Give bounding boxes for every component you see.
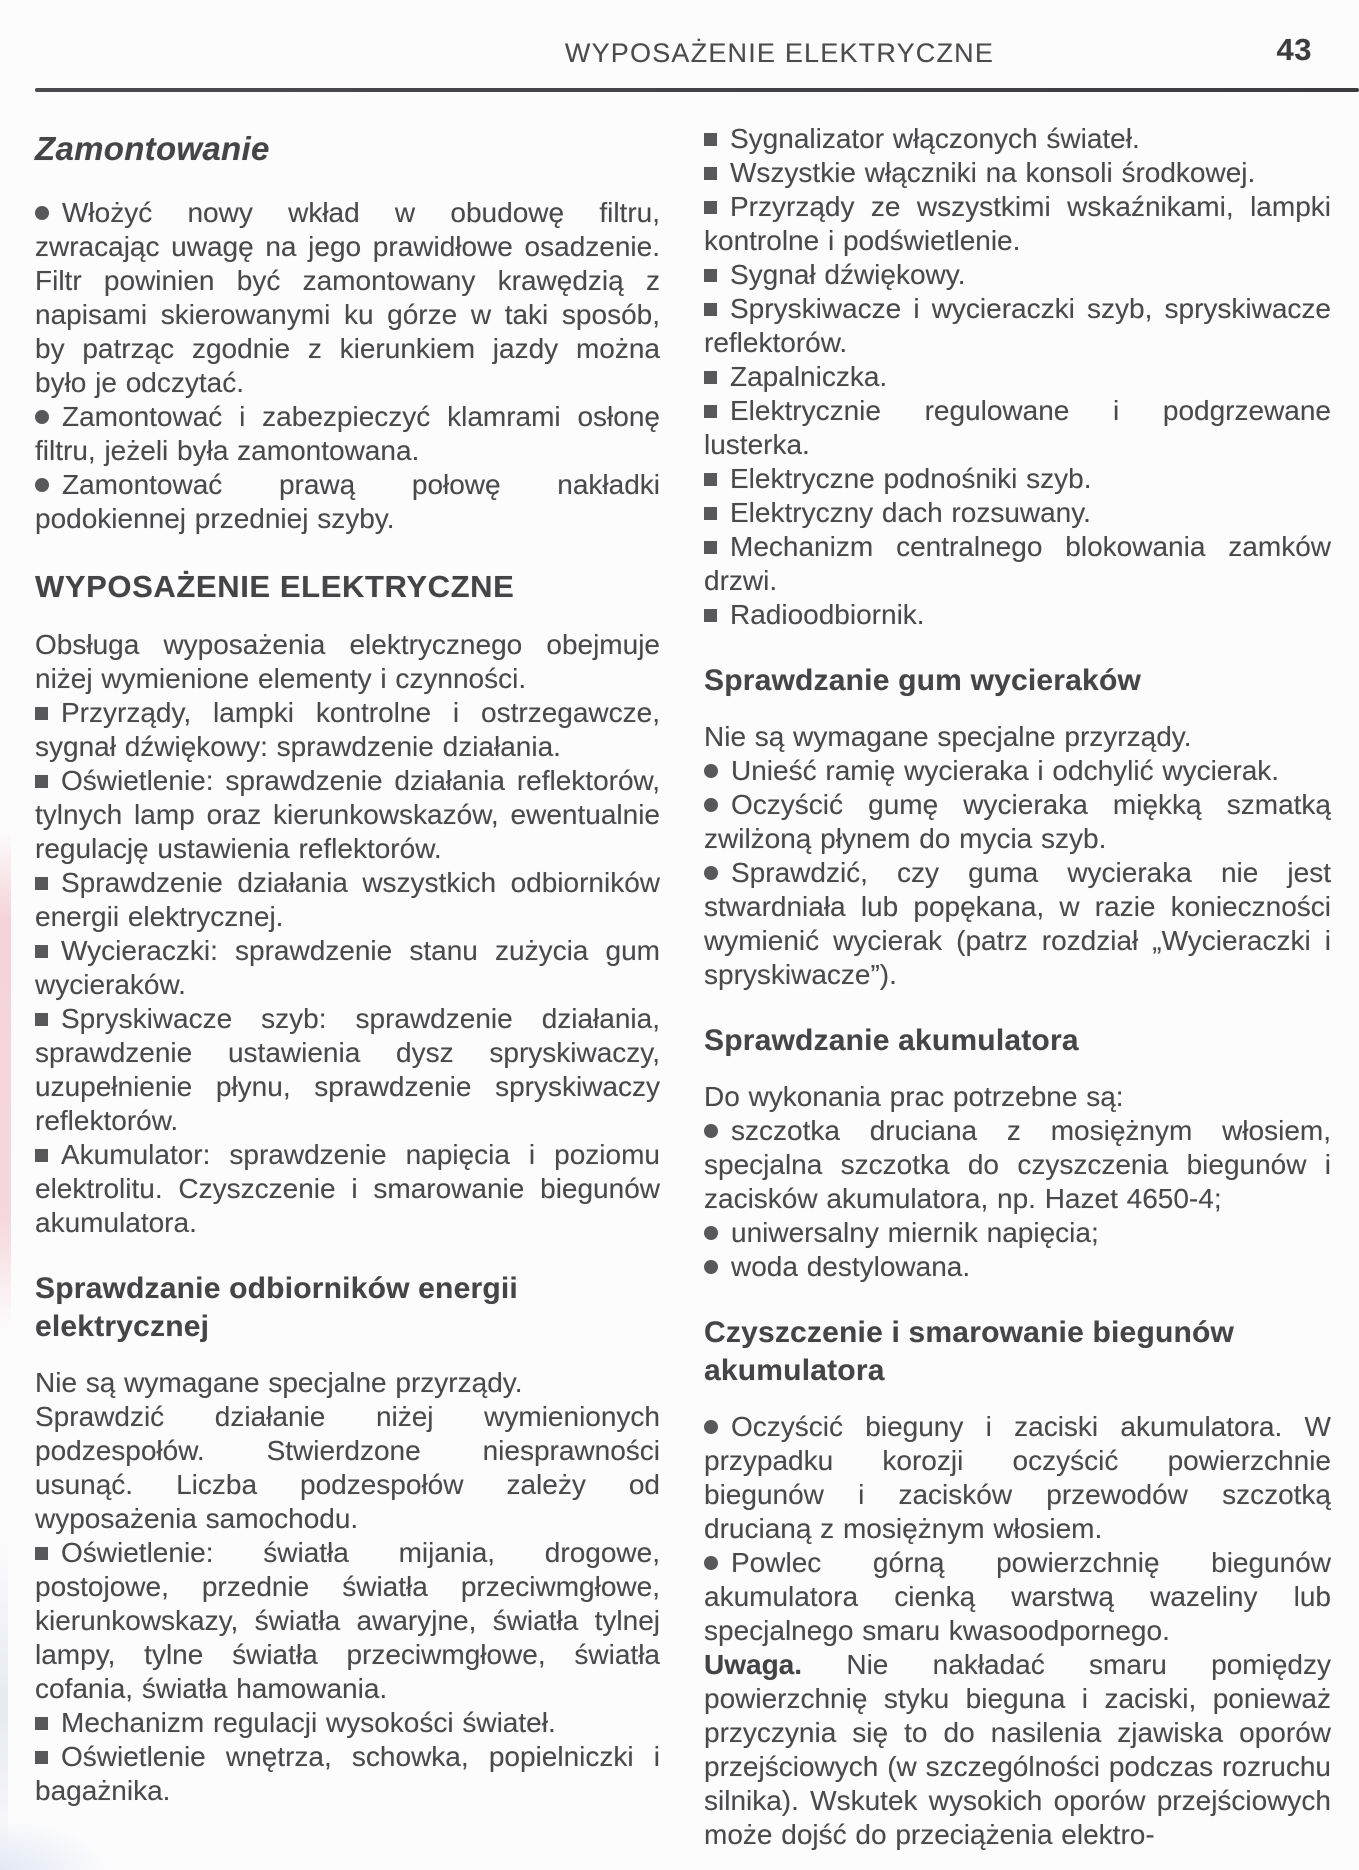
square-bullet-icon	[35, 1149, 48, 1162]
list-item-text: Sygnalizator włączonych świateł.	[730, 123, 1140, 154]
note-label: Uwaga.	[704, 1649, 803, 1680]
list-item-text: szczotka druciana z mosiężnym włosiem, specjalna szczotka do czyszczenia biegunów i zacisków akumulatora, np. Hazet 4650-4;	[704, 1115, 1331, 1214]
list-item	[35, 400, 660, 468]
section-heading: Sprawdzanie akumulatora	[704, 1024, 1079, 1057]
circle-bullet-icon	[35, 478, 49, 492]
right-column	[704, 122, 1331, 1852]
section-sprawdzanie-gum	[704, 662, 1331, 992]
note-paragraph	[704, 1648, 1331, 1852]
section-wyposazenie-elektryczne	[35, 568, 660, 1240]
list-item-text: Oświetlenie: światła mijania, drogowe, postojowe, przednie światła przeciwmgłowe, kierunkowskazy, światła awaryjne, światła tylnej lampy, tylne światła przeciwmgłowe, światła cofania, światła hamowania.	[35, 1537, 660, 1704]
square-bullet-icon	[35, 1751, 48, 1764]
list-item	[35, 866, 660, 934]
list-item	[35, 1740, 660, 1808]
list-item	[704, 1216, 1331, 1250]
square-bullet-icon	[35, 1547, 48, 1560]
list-item-text: Elektrycznie regulowane i podgrzewane lusterka.	[704, 395, 1331, 460]
list-item-text: Mechanizm centralnego blokowania zamków drzwi.	[704, 531, 1331, 596]
list-item	[704, 258, 1331, 292]
circle-bullet-icon	[704, 1260, 718, 1274]
list-item-text: Oświetlenie: sprawdzenie działania reflektorów, tylnych lamp oraz kierunkowskazów, ewentualnie regulację ustawienia reflektorów.	[35, 765, 660, 864]
list-item	[704, 598, 1331, 632]
square-bullet-icon	[704, 609, 717, 622]
list-item-text: Zapalniczka.	[730, 361, 888, 392]
square-bullet-icon	[704, 541, 717, 554]
circle-bullet-icon	[704, 866, 718, 880]
list-item	[35, 764, 660, 866]
list-item-text: uniwersalny miernik napięcia;	[731, 1217, 1099, 1248]
square-bullet-icon	[35, 775, 48, 788]
list-item-text: Wszystkie włączniki na konsoli środkowej.	[730, 157, 1256, 188]
list-item	[704, 1250, 1331, 1284]
list-item-text: Zamontować prawą połowę nakładki podokiennej przedniej szyby.	[35, 469, 660, 534]
list-item	[35, 1536, 660, 1706]
square-bullet-icon	[704, 133, 717, 146]
circle-bullet-icon	[704, 1124, 718, 1138]
list-item	[35, 196, 660, 400]
list-item-text: Elektryczny dach rozsuwany.	[730, 497, 1091, 528]
circle-bullet-icon	[704, 798, 718, 812]
square-bullet-icon	[704, 473, 717, 486]
list-item	[35, 696, 660, 764]
list-item	[704, 496, 1331, 530]
square-bullet-icon	[35, 1717, 48, 1730]
circle-bullet-icon	[704, 1226, 718, 1240]
list-item	[704, 1546, 1331, 1648]
section-heading: Sprawdzanie odbiorników energii elektrycznej	[35, 1272, 518, 1343]
paragraph: Sprawdzić działanie niżej wymienionych podzespołów. Stwierdzone niesprawności usunąć. Liczba podzespołów zależy od wyposażenia samochodu.	[35, 1401, 660, 1534]
circle-bullet-icon	[704, 1556, 718, 1570]
list-item	[704, 462, 1331, 496]
page-number: 43	[1276, 32, 1312, 67]
paragraph: Nie są wymagane specjalne przyrządy.	[704, 721, 1192, 752]
list-item-text: Powlec górną powierzchnię biegunów akumulatora cienką warstwą wazeliny lub specjalnego smaru kwasoodpornego.	[704, 1547, 1331, 1646]
list-item-text: Spryskiwacze i wycieraczki szyb, spryskiwacze reflektorów.	[704, 293, 1331, 358]
circle-bullet-icon	[35, 206, 49, 220]
circle-bullet-icon	[704, 1420, 718, 1434]
list-item	[704, 156, 1331, 190]
square-bullet-icon	[704, 167, 717, 180]
list-item	[704, 754, 1331, 788]
list-item-text: Oczyścić bieguny i zaciski akumulatora. W przypadku korozji oczyścić powierzchnie biegunów i zacisków przewodów szczotką drucianą z mosiężnym włosiem.	[704, 1411, 1331, 1544]
list-item-text: Unieść ramię wycieraka i odchylić wycierak.	[731, 755, 1280, 786]
list-item	[704, 788, 1331, 856]
section-zamontowanie	[35, 130, 660, 536]
list-item-text: Spryskiwacze szyb: sprawdzenie działania, sprawdzenie ustawienia dysz spryskiwaczy, uzupełnienie płynu, sprawdzenie spryskiwaczy reflektorów.	[35, 1003, 660, 1136]
running-header-title: WYPOSAŻENIE ELEKTRYCZNE	[564, 38, 995, 68]
paragraph: Nie są wymagane specjalne przyrządy.	[35, 1367, 523, 1398]
list-item	[704, 122, 1331, 156]
square-bullet-icon	[35, 707, 48, 720]
paragraph: Obsługa wyposażenia elektrycznego obejmuje niżej wymienione elementy i czynności.	[35, 629, 660, 694]
list-item-text: Przyrządy, lampki kontrolne i ostrzegawcze, sygnał dźwiękowy: sprawdzenie działania.	[35, 697, 660, 762]
section-heading: WYPOSAŻENIE ELEKTRYCZNE	[35, 569, 515, 604]
square-bullet-icon	[704, 303, 717, 316]
list-item-text: Sprawdzić, czy guma wycieraka nie jest stwardniała lub popękana, w razie konieczności wymienić wycierak (patrz rozdział „Wycieraczki i spryskiwacze”).	[704, 857, 1331, 990]
list-item-text: Elektryczne podnośniki szyb.	[730, 463, 1092, 494]
list-item-text: woda destylowana.	[731, 1251, 971, 1282]
list-item-text: Oświetlenie wnętrza, schowka, popielniczki i bagażnika.	[35, 1741, 660, 1806]
list-item	[704, 394, 1331, 462]
section-sprawdzanie-akumulatora	[704, 1022, 1331, 1284]
section-czyszczenie-biegunow	[704, 1314, 1331, 1852]
section-sprawdzanie-odbiornikow	[35, 1270, 660, 1808]
section-heading: Czyszczenie i smarowanie biegunów akumulatora	[704, 1316, 1235, 1387]
header-rule	[35, 88, 1359, 92]
list-item-text: Sygnał dźwiękowy.	[730, 259, 966, 290]
note-text: Nie nakładać smaru pomiędzy powierzchnię styku bieguna i zaciski, ponieważ przyczynia się to do nasilenia zjawiska oporów przejściowych (w szczególności podczas rozruchu silnika). Wskutek wysokich oporów przejściowych może dojść do przeciążenia elektro-	[704, 1649, 1331, 1850]
list-item	[704, 292, 1331, 360]
list-item	[35, 934, 660, 1002]
list-item	[704, 1410, 1331, 1546]
left-column	[35, 122, 660, 1852]
square-bullet-icon	[35, 945, 48, 958]
list-item	[704, 856, 1331, 992]
list-item	[35, 1138, 660, 1240]
list-item	[704, 1114, 1331, 1216]
square-bullet-icon	[704, 405, 717, 418]
square-bullet-icon	[704, 201, 717, 214]
square-bullet-icon	[704, 507, 717, 520]
list-item-text: Akumulator: sprawdzenie napięcia i poziomu elektrolitu. Czyszczenie i smarowanie biegunów akumulatora.	[35, 1139, 660, 1238]
list-item-text: Radioodbiornik.	[730, 599, 925, 630]
square-bullet-icon	[704, 371, 717, 384]
list-item-text: Oczyścić gumę wycieraka miękką szmatką zwilżoną płynem do mycia szyb.	[704, 789, 1331, 854]
list-item-text: Przyrządy ze wszystkimi wskaźnikami, lampki kontrolne i podświetlenie.	[704, 191, 1331, 256]
list-item	[704, 360, 1331, 394]
circle-bullet-icon	[35, 410, 49, 424]
section-equipment-list	[704, 122, 1331, 632]
two-column-layout	[35, 122, 1331, 1852]
section-heading: Sprawdzanie gum wycieraków	[704, 664, 1142, 697]
list-item-text: Włożyć nowy wkład w obudowę filtru, zwracając uwagę na jego prawidłowe osadzenie. Filtr powinien być zamontowany krawędzią z napisami skierowanymi ku górze w taki sposób, by patrząc zgodnie z kierunkiem jazdy można było je odczytać.	[35, 197, 660, 398]
page-header	[35, 32, 1359, 84]
list-item	[35, 1002, 660, 1138]
scan-edge-artifact	[0, 830, 11, 1330]
list-item	[704, 530, 1331, 598]
square-bullet-icon	[35, 1013, 48, 1026]
list-item-text: Zamontować i zabezpieczyć klamrami osłonę filtru, jeżeli była zamontowana.	[35, 401, 660, 466]
list-item-text: Wycieraczki: sprawdzenie stanu zużycia gum wycieraków.	[35, 935, 660, 1000]
list-item	[35, 468, 660, 536]
square-bullet-icon	[704, 269, 717, 282]
square-bullet-icon	[35, 877, 48, 890]
list-item	[35, 1706, 660, 1740]
circle-bullet-icon	[704, 764, 718, 778]
list-item	[704, 190, 1331, 258]
paragraph: Do wykonania prac potrzebne są:	[704, 1081, 1124, 1112]
list-item-text: Mechanizm regulacji wysokości świateł.	[61, 1707, 556, 1738]
section-heading: Zamontowanie	[35, 130, 270, 167]
list-item-text: Sprawdzenie działania wszystkich odbiorników energii elektrycznej.	[35, 867, 660, 932]
